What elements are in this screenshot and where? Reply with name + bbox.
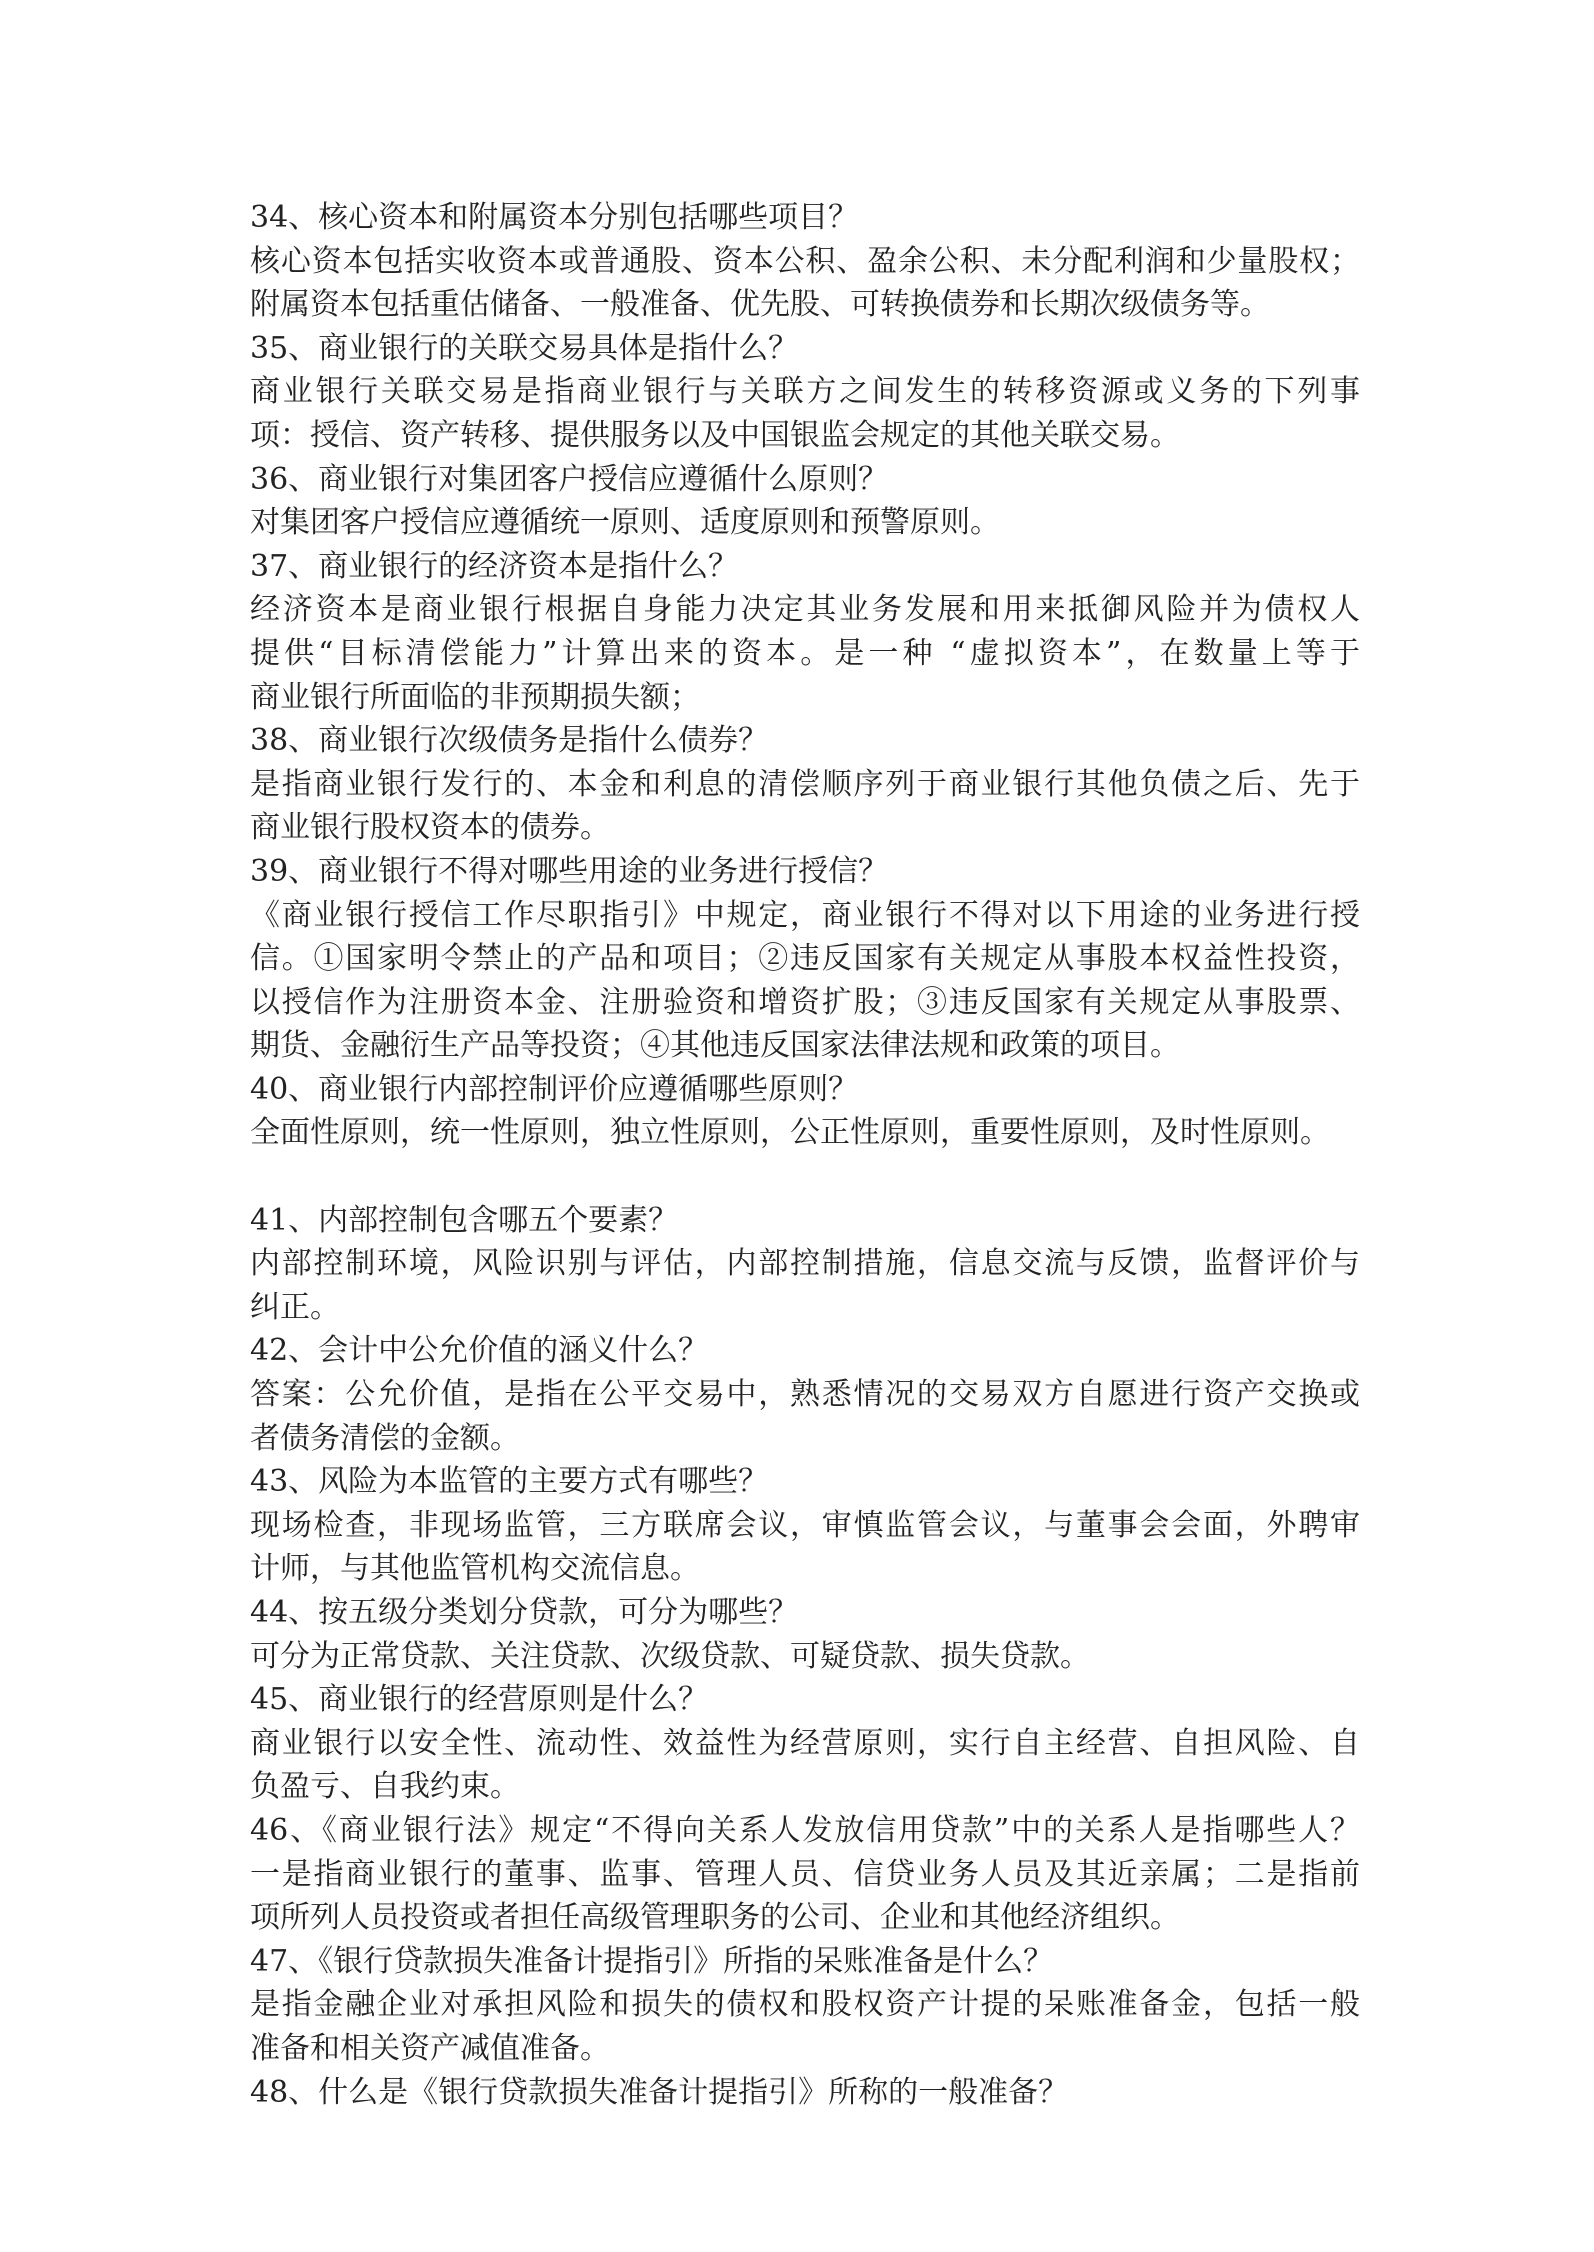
question-48: 48、什么是《银行贷款损失准备计提指引》所称的一般准备？ [250, 2074, 1069, 2110]
question-38: 38、商业银行次级债务是指什么债券？ [250, 723, 769, 759]
answer-38-line-2: 商业银行股权资本的债券。 [250, 810, 610, 846]
question-34: 34、核心资本和附属资本分别包括哪些项目？ [250, 200, 859, 235]
answer-38-line-1: 是指商业银行发行的、本金和利息的清偿顺序列于商业银行其他负债之后、先于 [250, 766, 1360, 802]
answer-46-line-2: 项所列人员投资或者担任高级管理职务的公司、企业和其他经济组织。 [250, 1900, 1180, 1936]
question-44: 44、按五级分类划分贷款，可分为哪些？ [250, 1595, 799, 1630]
qa-item-48 [250, 2071, 1360, 2115]
answer-39-line-3: 以授信作为注册资本金、注册验资和增资扩股；③违反国家有关规定从事股票、 [250, 984, 1360, 1020]
question-35: 35、商业银行的关联交易具体是指什么？ [250, 330, 799, 366]
answer-35-line-1: 商业银行关联交易是指商业银行与关联方之间发生的转移资源或义务的下列事 [250, 374, 1360, 410]
question-42: 42、会计中公允价值的涵义什么？ [250, 1333, 709, 1369]
answer-37-line-3: 商业银行所面临的非预期损失额； [250, 679, 700, 715]
question-39: 39、商业银行不得对哪些用途的业务进行授信？ [250, 853, 889, 889]
qa-item-41 [250, 1199, 1360, 1330]
qa-item-39 [250, 850, 1360, 1068]
answer-41-line-1: 内部控制环境，风险识别与评估，内部控制措施，信息交流与反馈，监督评价与 [250, 1246, 1360, 1282]
qa-item-44 [250, 1591, 1360, 1678]
question-45: 45、商业银行的经营原则是什么？ [250, 1682, 709, 1718]
question-40: 40、商业银行内部控制评价应遵循哪些原则？ [250, 1071, 859, 1107]
qa-text-body [250, 196, 1360, 2114]
answer-47-line-2: 准备和相关资产减值准备。 [250, 2030, 610, 2066]
answer-34-line-1: 核心资本包括实收资本或普通股、资本公积、盈余公积、未分配利润和少量股权； [250, 243, 1360, 279]
question-46: 46、《商业银行法》规定“不得向关系人发放信用贷款”中的关系人是指哪些人？ [250, 1812, 1360, 1848]
answer-39-line-2: 信。①国家明令禁止的产品和项目；②违反国家有关规定从事股本权益性投资， [250, 941, 1360, 977]
answer-40-line-1: 全面性原则，统一性原则，独立性原则，公正性原则，重要性原则，及时性原则。 [250, 1115, 1330, 1151]
qa-item-46 [250, 1809, 1360, 1940]
question-41: 41、内部控制包含哪五个要素？ [250, 1202, 679, 1238]
qa-item-36 [250, 458, 1360, 545]
answer-46-line-1: 一是指商业银行的董事、监事、管理人员、信贷业务人员及其近亲属；二是指前 [250, 1856, 1360, 1892]
qa-item-35 [250, 327, 1360, 458]
answer-37-line-2: 提供“目标清偿能力”计算出来的资本。是一种 “虚拟资本”，在数量上等于 [250, 635, 1360, 671]
qa-item-43 [250, 1460, 1360, 1591]
qa-item-34 [250, 196, 1360, 327]
question-36: 36、商业银行对集团客户授信应遵循什么原则？ [250, 461, 889, 497]
answer-43-line-2: 计师，与其他监管机构交流信息。 [250, 1551, 700, 1587]
answer-39-line-1: 《商业银行授信工作尽职指引》中规定，商业银行不得对以下用途的业务进行授 [250, 897, 1360, 933]
qa-item-37 [250, 545, 1360, 719]
answer-39-line-4: 期货、金融衍生产品等投资；④其他违反国家法律法规和政策的项目。 [250, 1028, 1180, 1064]
answer-45-line-1: 商业银行以安全性、流动性、效益性为经营原则，实行自主经营、自担风险、自 [250, 1725, 1360, 1761]
qa-item-40 [250, 1068, 1360, 1155]
answer-45-line-2: 负盈亏、自我约束。 [250, 1769, 520, 1805]
answer-34-line-2: 附属资本包括重估储备、一般准备、优先股、可转换债券和长期次级债务等。 [250, 287, 1270, 323]
question-47: 47、《银行贷款损失准备计提指引》所指的呆账准备是什么？ [250, 1943, 1054, 1979]
answer-47-line-1: 是指金融企业对承担风险和损失的债权和股权资产计提的呆账准备金，包括一般 [250, 1987, 1360, 2023]
answer-37-line-1: 经济资本是商业银行根据自身能力决定其业务发展和用来抵御风险并为债权人 [250, 592, 1360, 628]
answer-43-line-1: 现场检查，非现场监管，三方联席会议，审慎监管会议，与董事会会面，外聘审 [250, 1507, 1360, 1543]
qa-item-45 [250, 1678, 1360, 1809]
answer-42-line-2: 者债务清偿的金额。 [250, 1420, 520, 1456]
answer-36-line-1: 对集团客户授信应遵循统一原则、适度原则和预警原则。 [250, 505, 1000, 541]
answer-41-line-2: 纠正。 [250, 1289, 340, 1325]
answer-42-line-1: 答案：公允价值，是指在公平交易中，熟悉情况的交易双方自愿进行资产交换或 [250, 1377, 1360, 1413]
question-43: 43、风险为本监管的主要方式有哪些？ [250, 1464, 769, 1500]
qa-item-42 [250, 1329, 1360, 1460]
answer-35-line-2: 项：授信、资产转移、提供服务以及中国银监会规定的其他关联交易。 [250, 417, 1180, 453]
blank-line [250, 1155, 1360, 1199]
answer-44-line-1: 可分为正常贷款、关注贷款、次级贷款、可疑贷款、损失贷款。 [250, 1638, 1090, 1674]
qa-item-47 [250, 1940, 1360, 2071]
qa-item-38 [250, 719, 1360, 850]
question-37: 37、商业银行的经济资本是指什么？ [250, 548, 739, 584]
